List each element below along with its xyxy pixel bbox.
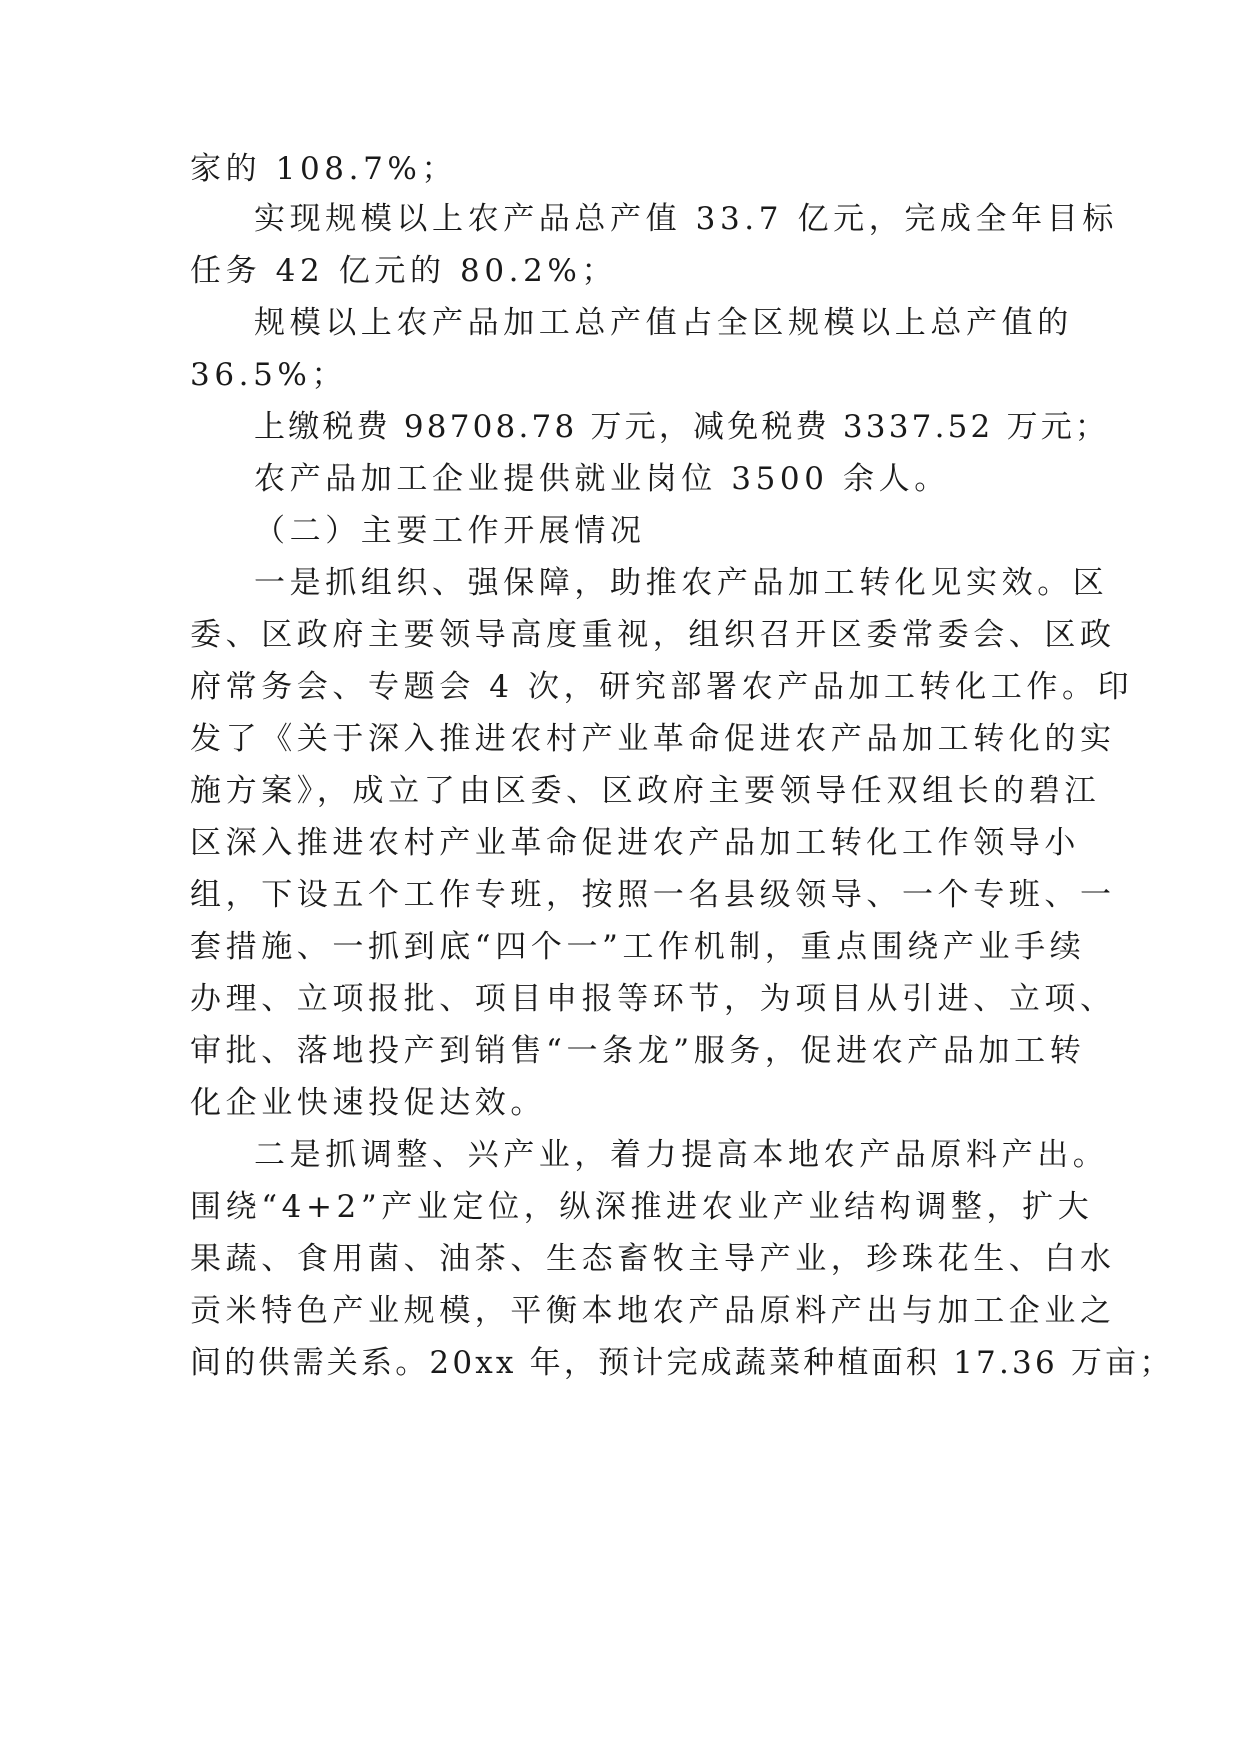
text-line: 实现规模以上农产品总产值 33.7 亿元，完成全年目标 — [254, 201, 1118, 237]
text-line: 区深入推进农村产业革命促进农产品加工转化工作领导小 — [190, 825, 1080, 861]
text-line: 套措施、一抓到底“四个一”工作机制，重点围绕产业手续 — [190, 929, 1086, 965]
text-line: 二是抓调整、兴产业，着力提高本地农产品原料产出。 — [254, 1137, 1109, 1173]
text-line: 围绕“4+2”产业定位，纵深推进农业产业结构调整，扩大 — [190, 1189, 1094, 1225]
text-line: 发了《关于深入推进农村产业革命促进农产品加工转化的实 — [190, 721, 1116, 757]
text-line: 贡米特色产业规模，平衡本地农产品原料产出与加工企业之 — [190, 1293, 1116, 1329]
text-line: 施方案》，成立了由区委、区政府主要领导任双组长的碧江 — [190, 773, 1101, 809]
text-line: 府常务会、专题会 4 次，研究部署农产品加工转化工作。印 — [190, 669, 1134, 705]
text-line: 一是抓组织、强保障，助推农产品加工转化见实效。区 — [254, 565, 1109, 601]
text-line: 农产品加工企业提供就业岗位 3500 余人。 — [254, 461, 950, 497]
text-line: 36.5%； — [190, 357, 348, 393]
text-line: 组，下设五个工作专班，按照一名县级领导、一个专班、一 — [190, 877, 1116, 913]
text-line: 果蔬、食用菌、油茶、生态畜牧主导产业，珍珠花生、白水 — [190, 1241, 1116, 1277]
text-line: 间的供需关系。20xx 年，预计完成蔬菜种植面积 17.36 万亩； — [190, 1345, 1174, 1381]
text-line: 委、区政府主要领导高度重视，组织召开区委常委会、区政 — [190, 617, 1116, 653]
text-line: 任务 42 亿元的 80.2%； — [190, 253, 618, 289]
text-line: 上缴税费 98708.78 万元，减免税费 3337.52 万元； — [254, 409, 1110, 445]
text-line: 审批、落地投产到销售“一条龙”服务，促进农产品加工转 — [190, 1033, 1086, 1069]
text-line: 规模以上农产品加工总产值占全区规模以上总产值的 — [254, 305, 1073, 341]
text-line: 办理、立项报批、项目申报等环节，为项目从引进、立项、 — [190, 981, 1116, 1017]
text-line: 化企业快速投促达效。 — [190, 1085, 546, 1121]
text-line: 家的 108.7%； — [190, 151, 458, 187]
section-heading: （二）主要工作开展情况 — [254, 513, 646, 549]
